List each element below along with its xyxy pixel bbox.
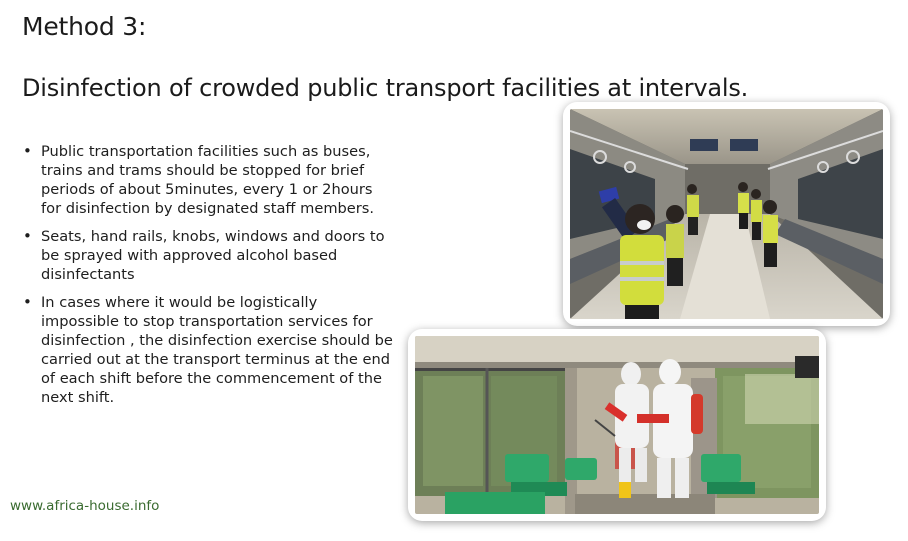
bullet-list: [22, 142, 397, 416]
train-photo-frame: [563, 102, 890, 326]
method-heading: Method 3:: [22, 12, 147, 41]
footer-url: www.africa-house.info: [10, 498, 160, 514]
bullet-item: • Public transportation facilities such as buses, trains and trams should be stopped for brief periods of about 5minutes, every 1 or 2hours for disinfection by designated staff members.: [22, 142, 397, 218]
tram-photo-frame: [408, 329, 826, 521]
bullet-item: • In cases where it would be logistically impossible to stop transportation services for disinfection , the disinfection exercise should be carried out at the transport terminus at the end of each shift before the commencement of the next shift.: [22, 293, 397, 407]
slide-subheading: Disinfection of crowded public transport facilities at intervals.: [22, 74, 749, 102]
tram-disinfection-photo: [415, 336, 819, 514]
bullet-item: • Seats, hand rails, knobs, windows and doors to be sprayed with approved alcohol based disinfectants: [22, 227, 397, 284]
train-disinfection-photo: [570, 109, 883, 319]
